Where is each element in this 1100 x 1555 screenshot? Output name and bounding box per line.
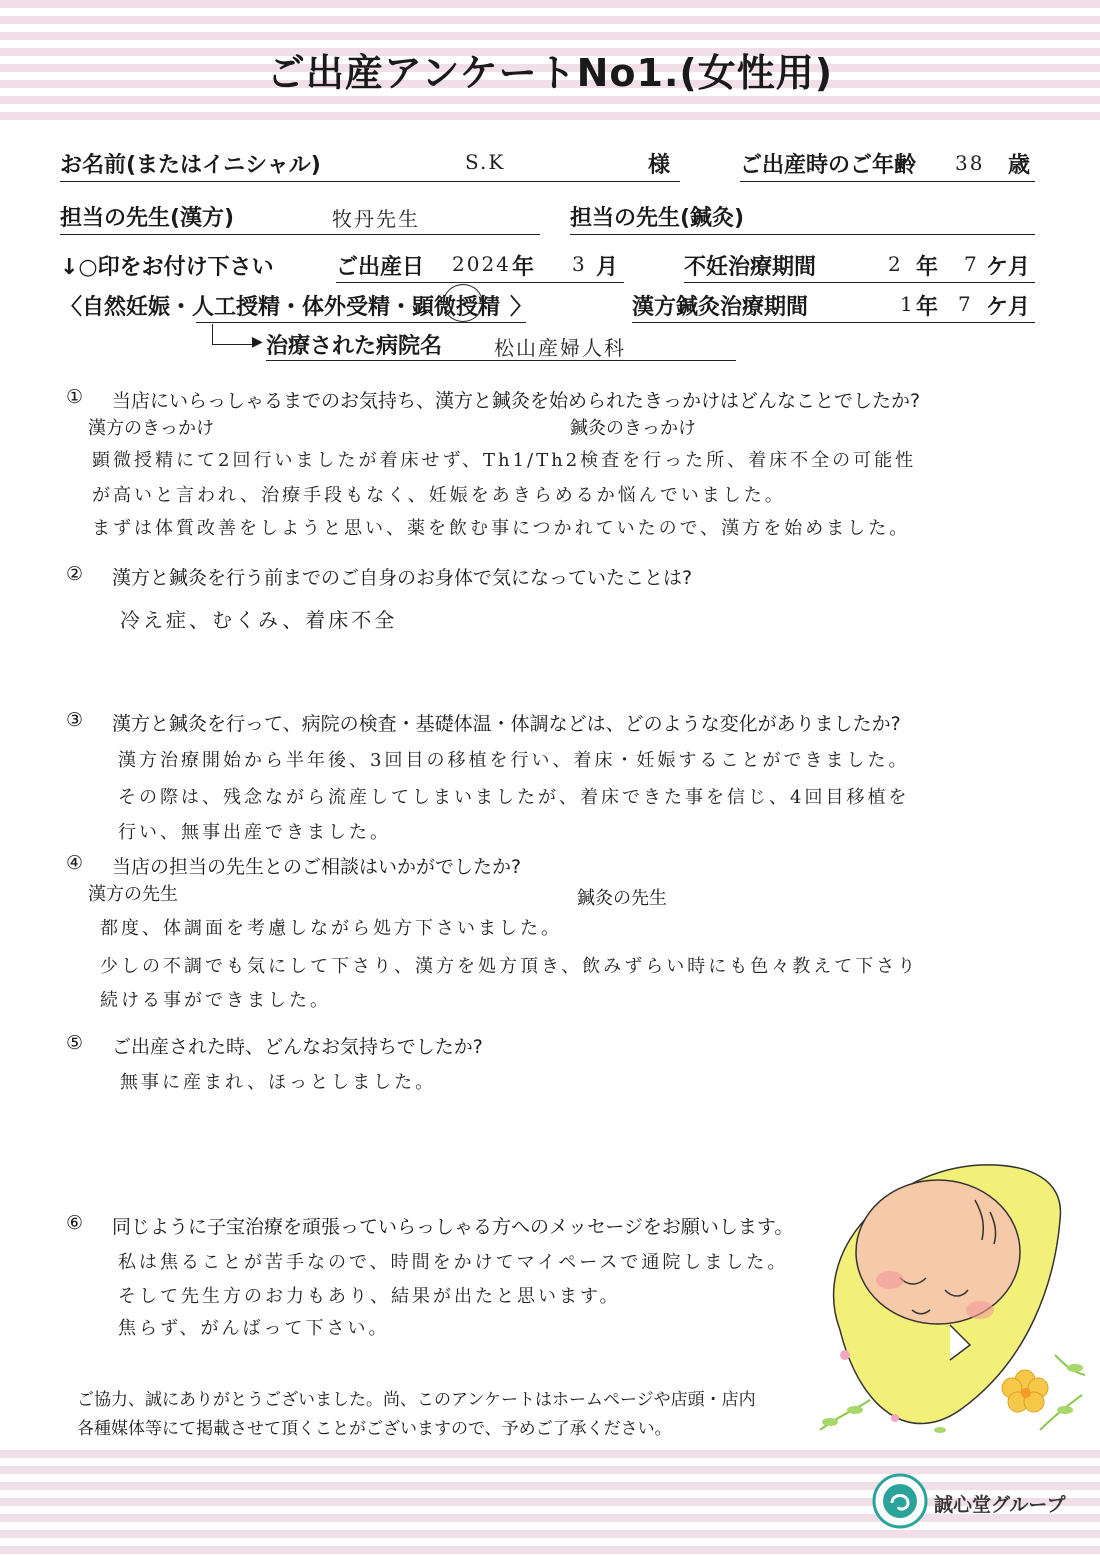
q6-question: 同じように子宝治療を頑張っていらっしゃる方へのメッセージをお願いします。 [112, 1216, 794, 1238]
methods-close: 〉 [510, 295, 533, 320]
q2-answer-line: 冷え症、むくみ、着床不全 [120, 608, 398, 632]
baby-illustration-icon [800, 1160, 1090, 1450]
q4-number: ④ [66, 852, 84, 874]
acu-teacher-label: 担当の先生(鍼灸) [570, 206, 745, 231]
acu-teacher-underline [570, 234, 1035, 235]
q1-answer-line: が高いと言われ、治療手段もなく、妊娠をあきらめるか悩んでいました。 [92, 485, 786, 506]
q1-answer-line: 顕微授精にて2回行いましたが着床せず、Th1/Th2検査を行った所、着床不全の可能性 [92, 450, 917, 471]
q3-answer-line: 行い、無事出産できました。 [118, 822, 391, 843]
treatment-underline [632, 322, 1035, 323]
hospital-underline [266, 360, 736, 361]
selected-method-circle [443, 284, 483, 322]
name-value: S.K [465, 150, 506, 174]
age-value: 38 [955, 151, 985, 175]
q4-kampo-sub: 漢方の先生 [88, 884, 178, 905]
name-underline [60, 181, 680, 182]
birth-year: 2024 [452, 252, 511, 276]
treatment-year-unit: 年 [916, 295, 939, 320]
q4-acu-sub: 鍼灸の先生 [577, 888, 667, 909]
age-label: ご出産時のご年齢 [740, 153, 917, 178]
footer-thanks-line: 各種媒体等にて掲載させて頂くことがございますので、予めご了承ください。 [77, 1419, 672, 1439]
hospital-arrow-head: ▶ [252, 334, 263, 350]
kampo-teacher-value: 牧丹先生 [332, 207, 420, 231]
infertility-year-unit: 年 [916, 255, 939, 280]
q5-number: ⑤ [66, 1032, 84, 1054]
treatment-months-unit: ケ月 [986, 295, 1031, 320]
birth-label: ご出産日 [336, 255, 425, 280]
infertility-years: 2 [888, 252, 903, 276]
mark-instruction: ↓○印をお付け下さい [60, 255, 274, 280]
birth-month: 3 [572, 252, 587, 276]
q3-question: 漢方と鍼灸を行って、病院の検査・基礎体温・体調などは、どのような変化がありましたか? [112, 713, 901, 735]
q5-answer-line: 無事に産まれ、ほっとしました。 [120, 1072, 437, 1093]
q3-answer-line: 漢方治療開始から半年後、3回目の移植を行い、着床・妊娠することができました。 [118, 750, 910, 771]
methods-open: 〈 [60, 295, 83, 320]
age-unit: 歳 [1008, 153, 1031, 178]
page-title: ご出産アンケートNo1.(女性用) [266, 51, 834, 95]
birth-month-unit: 月 [596, 255, 619, 280]
q1-acu-sub: 鍼灸のきっかけ [570, 418, 696, 439]
treatment-years: 1 [900, 292, 915, 316]
q3-number: ③ [66, 709, 84, 731]
q2-number: ② [66, 563, 84, 585]
q6-answer-line: 私は焦ることが苦手なので、時間をかけてマイペースで通院しました。 [118, 1252, 789, 1273]
birth-year-unit: 年 [512, 255, 535, 280]
q4-answer-line: 都度、体調面を考慮しながら処方下さいました。 [100, 918, 562, 939]
footer-thanks-line: ご協力、誠にありがとうございました。尚、このアンケートはホームページや店頭・店内 [77, 1390, 756, 1410]
name-label: お名前(またはイニシャル) [60, 153, 321, 178]
kampo-teacher-underline [60, 234, 540, 235]
hospital-arrow-line [212, 324, 257, 345]
q6-number: ⑥ [66, 1212, 84, 1234]
q4-question: 当店の担当の先生とのご相談はいかがでしたか? [112, 856, 522, 878]
kampo-teacher-label: 担当の先生(漢方) [60, 206, 235, 231]
brand-logo-icon [872, 1473, 928, 1529]
name-suffix: 様 [648, 153, 671, 178]
q6-answer-line: そして先生方のお力もあり、結果が出たと思います。 [118, 1286, 621, 1307]
brand-name: 誠心堂グループ [934, 1494, 1066, 1516]
hospital-label: 治療された病院名 [266, 334, 443, 359]
infertility-months: 7 [964, 252, 979, 276]
treatment-months: 7 [958, 292, 973, 316]
q4-answer-line: 続ける事ができました。 [100, 990, 331, 1011]
method-options: 自然妊娠・人工授精・体外受精・顕微授精 [82, 295, 501, 320]
methods-underline [196, 322, 526, 323]
treatment-period-label: 漢方鍼灸治療期間 [632, 295, 809, 320]
q1-number: ① [66, 386, 84, 408]
q5-question: ご出産された時、どんなお気持ちでしたか? [112, 1036, 483, 1058]
q2-question: 漢方と鍼灸を行う前までのご自身のお身体で気になっていたことは? [112, 567, 693, 589]
hospital-value: 松山産婦人科 [494, 336, 626, 360]
infertility-underline [684, 282, 1035, 283]
infertility-months-unit: ケ月 [986, 255, 1031, 280]
q1-kampo-sub: 漢方のきっかけ [88, 418, 214, 439]
q3-answer-line: その際は、残念ながら流産してしまいましたが、着床できた事を信じ、4回目移植を [118, 787, 910, 808]
q1-question: 当店にいらっしゃるまでのお気持ち、漢方と鍼灸を始められたきっかけはどんなことでしたか? [112, 390, 921, 412]
infertility-label: 不妊治療期間 [684, 255, 817, 280]
q1-answer-line: まずは体質改善をしようと思い、薬を飲む事につかれていたので、漢方を始めました。 [92, 518, 911, 539]
q6-answer-line: 焦らず、がんばって下さい。 [118, 1318, 390, 1339]
q4-answer-line: 少しの不調でも気にして下さり、漢方を処方頂き、飲みずらい時にも色々教えて下さり [100, 956, 919, 977]
age-underline [740, 181, 1035, 182]
birth-underline [336, 282, 624, 283]
